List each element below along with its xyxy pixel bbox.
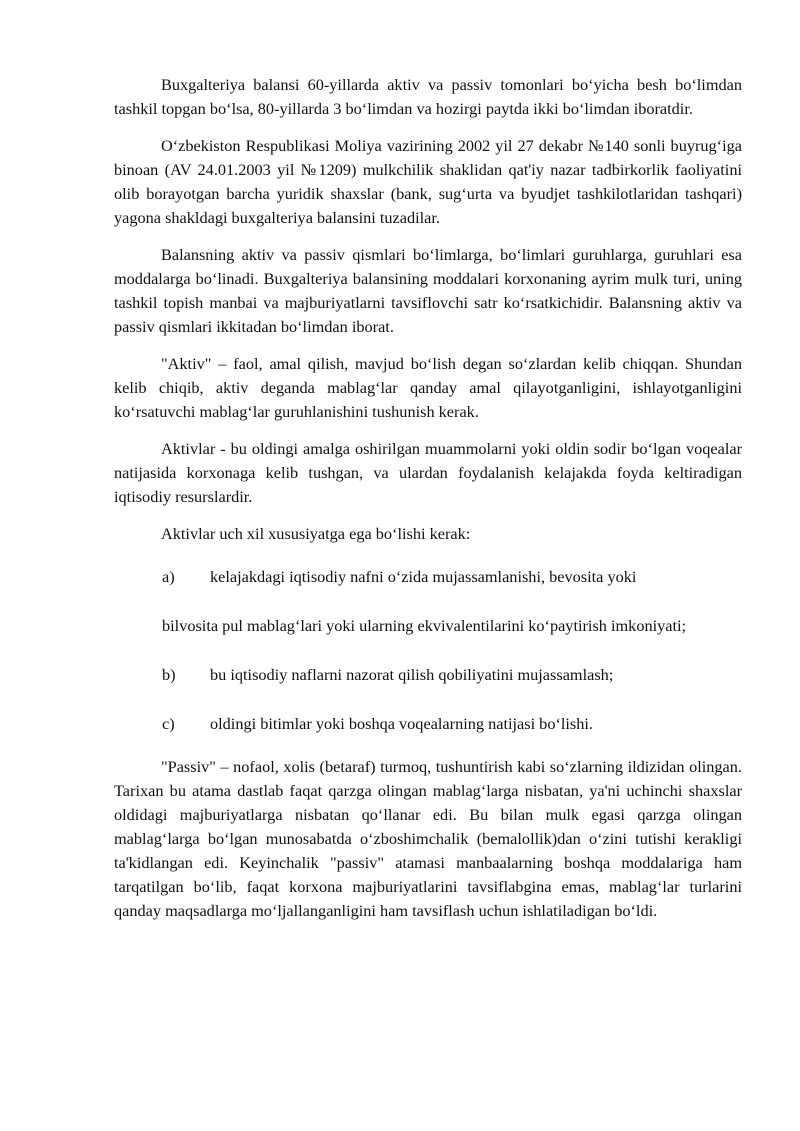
list-item-a (162, 559, 742, 595)
list-marker-a: a) (162, 567, 175, 586)
list-text-b: bu iqtisodiy naflarni nazorat qilish qobiliyatini mujassamlash; (210, 665, 614, 684)
paragraph-passiv-definition: "Passiv" – nofaol, xolis (betaraf) turmoq, tushuntirish kabi so‘zlarning ildizidan olingan. Tarixan bu atama dastlab faqat qarzga olingan mablag‘larga nisbatan, ya'ni uchinchi shaxslar oldidagi majburiyatlarga nisbatan qo‘llanar edi. Bu bilan mulk egasi qarzga olingan mablag‘larga bo‘lgan munosabatda o‘zboshimchalik (bemalollik)dan o‘zini tutishi kerakligi ta'kidlangan edi. Keyinchalik "passiv" atamasi manbaalarning boshqa moddalariga ham tarqatilgan bo‘lib, faqat korxona majburiyatlarini tavsiflabgina emas, mablag‘lar turlarini qanday maqsadlarga mo‘ljallanganligini ham tavsiflash uchun ishlatiladigan bo‘ldi. (114, 757, 742, 920)
paragraph-balance-structure: Balansning aktiv va passiv qismlari bo‘limlarga, bo‘limlari guruhlarga, guruhlari esa moddalarga bo‘linadi. Buxgalteriya balansining moddalari korxonaning ayrim mulk turi, uning tashkil topish manbai va majburiyatlarni tavsiflovchi satr ko‘rsatkichidir. Balansning aktiv va passiv qismlari ikkitadan bo‘limdan iborat. (114, 245, 742, 336)
list-text-c: oldingi bitimlar yoki boshqa voqealarning natijasi bo‘lishi. (210, 714, 594, 733)
list-marker-c: c) (162, 714, 175, 733)
paragraph-aktiv-definition: "Aktiv" – faol, amal qilish, mavjud bo‘lish degan so‘zlardan kelib chiqqan. Shundan kelib chiqib, aktiv deganda mablag‘lar qanday amal qilayotganligini, ishlayotganligini ko‘rsatuvchi mablag‘lar guruhlanishini tushunish kerak. (114, 354, 742, 421)
paragraph-aktivlar-resources: Aktivlar - bu oldingi amalga oshirilgan muammolarni yoki oldin sodir bo‘lgan voqealar natijasida korxonaga kelib tushgan, va ulardan foydalanish kelajakda foyda keltiradigan iqtisodiy resurslardir. (114, 439, 742, 506)
list-text-a: kelajakdagi iqtisodiy nafni o‘zida mujassamlanishi, bevosita yoki (210, 567, 637, 586)
paragraph-ministry-order: O‘zbekiston Respublikasi Moliya vazirining 2002 yil 27 dekabr №140 sonli buyrug‘iga binoan (AV 24.01.2003 yil №1209) mulkchilik shaklidan qat'iy nazar tadbirkorlik faoliyatini olib borayotgan barcha yuridik shaxslar (bank, sug‘urta va byudjet tashkilotlaridan tashqari) yagona shakldagi buxgalteriya balansini tuzadilar. (114, 136, 742, 227)
list-intro: Aktivlar uch xil xususiyatga ega bo‘lishi kerak: (161, 524, 471, 543)
list-text-a-continuation: bilvosita pul mablag‘lari yoki ularning ekvivalentilarini ko‘paytirish imkoniyati; (162, 616, 687, 635)
list-item-b (162, 657, 742, 693)
document-body (114, 73, 742, 936)
list-item-a-continuation (162, 608, 742, 644)
paragraph-balance-history: Buxgalteriya balansi 60-yillarda aktiv va passiv tomonlari bo‘yicha besh bo‘limdan tashkil topgan bo‘lsa, 80-yillarda 3 bo‘limdan va hozirgi paytda ikki bo‘limdan iboratdir. (114, 75, 742, 118)
list-item-c (162, 706, 742, 742)
list-marker-b: b) (162, 665, 176, 684)
